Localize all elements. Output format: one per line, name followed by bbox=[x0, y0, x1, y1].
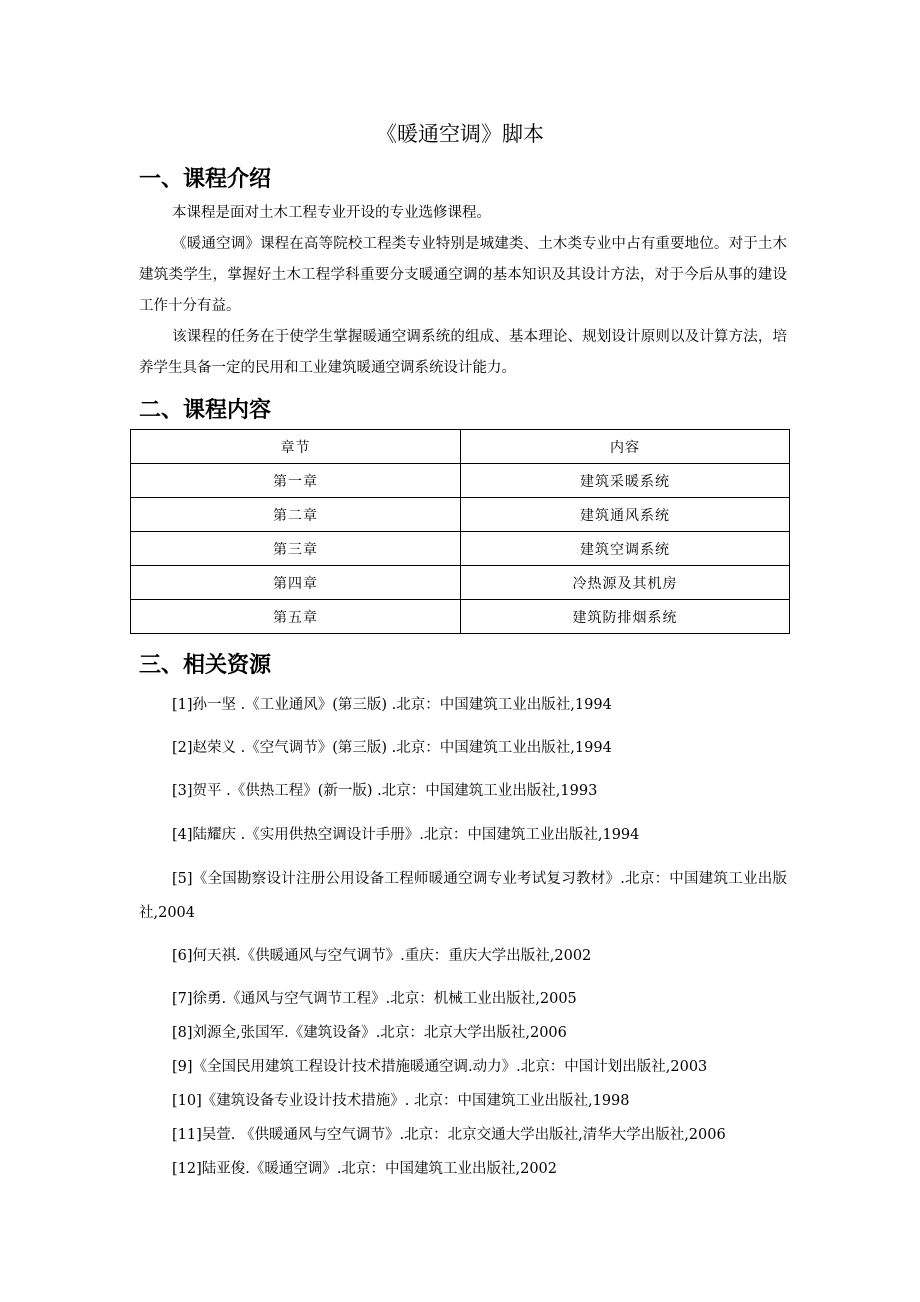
table-header-cell: 章节 bbox=[131, 430, 461, 464]
reference-item: [9]《全国民用建筑工程设计技术措施暖通空调.动力》.北京：中国计划出版社,2003 bbox=[172, 1059, 708, 1075]
table-row bbox=[131, 600, 790, 634]
table-cell-content: 建筑空调系统 bbox=[461, 532, 790, 566]
table-header-cell: 内容 bbox=[461, 430, 790, 464]
table-cell-chapter: 第三章 bbox=[131, 532, 461, 566]
table-row bbox=[131, 464, 790, 498]
table-cell-chapter: 第一章 bbox=[131, 464, 461, 498]
section-heading-resources: 三、相关资源 bbox=[139, 653, 272, 678]
table-cell-chapter: 第四章 bbox=[131, 566, 461, 600]
table-cell-content: 建筑防排烟系统 bbox=[461, 600, 790, 634]
reference-item: [5]《全国勘察设计注册公用设备工程师暖通空调专业考试复习教材》.北京：中国建筑工业出版社,2004 bbox=[139, 871, 787, 921]
reference-item: [3]贺平 .《供热工程》(新一版) .北京：中国建筑工业出版社,1993 bbox=[172, 783, 598, 799]
reference-item: [7]徐勇.《通风与空气调节工程》.北京：机械工业出版社,2005 bbox=[172, 991, 577, 1007]
reference-item: [2]赵荣义 .《空气调节》(第三版) .北京：中国建筑工业出版社,1994 bbox=[172, 740, 612, 756]
intro-paragraph: 《暖通空调》课程在高等院校工程类专业特别是城建类、土木类专业中占有重要地位。对于土木建筑类学生，掌握好土木工程学科重要分支暖通空调的基本知识及其设计方法，对于今后从事的建设工作十分有益。 bbox=[139, 236, 787, 314]
reference-item: [1]孙一坚 .《工业通风》(第三版) .北京：中国建筑工业出版社,1994 bbox=[172, 697, 612, 713]
table-row bbox=[131, 498, 790, 532]
reference-item: [6]何天祺.《供暖通风与空气调节》.重庆：重庆大学出版社,2002 bbox=[172, 948, 592, 964]
reference-item: [10]《建筑设备专业设计技术措施》. 北京：中国建筑工业出版社,1998 bbox=[172, 1093, 630, 1109]
table-cell-content: 建筑采暖系统 bbox=[461, 464, 790, 498]
document-title: 《暖通空调》脚本 bbox=[376, 122, 544, 146]
reference-item: [4]陆耀庆 .《实用供热空调设计手册》.北京：中国建筑工业出版社,1994 bbox=[172, 827, 640, 843]
reference-item: [11]吴萱. 《供暖通风与空气调节》.北京：北京交通大学出版社,清华大学出版社,2006 bbox=[172, 1127, 726, 1143]
course-content-table bbox=[130, 429, 790, 634]
table-row bbox=[131, 566, 790, 600]
table-cell-chapter: 第二章 bbox=[131, 498, 461, 532]
section-heading-intro: 一、课程介绍 bbox=[139, 167, 272, 192]
table-row bbox=[131, 532, 790, 566]
intro-paragraph: 本课程是面对土木工程专业开设的专业选修课程。 bbox=[172, 205, 491, 221]
reference-item: [12]陆亚俊.《暖通空调》.北京：中国建筑工业出版社,2002 bbox=[172, 1161, 557, 1177]
table-cell-content: 建筑通风系统 bbox=[461, 498, 790, 532]
intro-paragraph: 该课程的任务在于使学生掌握暖通空调系统的组成、基本理论、规划设计原则以及计算方法，培养学生具备一定的民用和工业建筑暖通空调系统设计能力。 bbox=[139, 329, 787, 376]
table-cell-content: 冷热源及其机房 bbox=[461, 566, 790, 600]
table-header-row bbox=[131, 430, 790, 464]
section-heading-content: 二、课程内容 bbox=[139, 398, 272, 423]
reference-item: [8]刘源全,张国军.《建筑设备》.北京：北京大学出版社,2006 bbox=[172, 1025, 567, 1041]
table-cell-chapter: 第五章 bbox=[131, 600, 461, 634]
